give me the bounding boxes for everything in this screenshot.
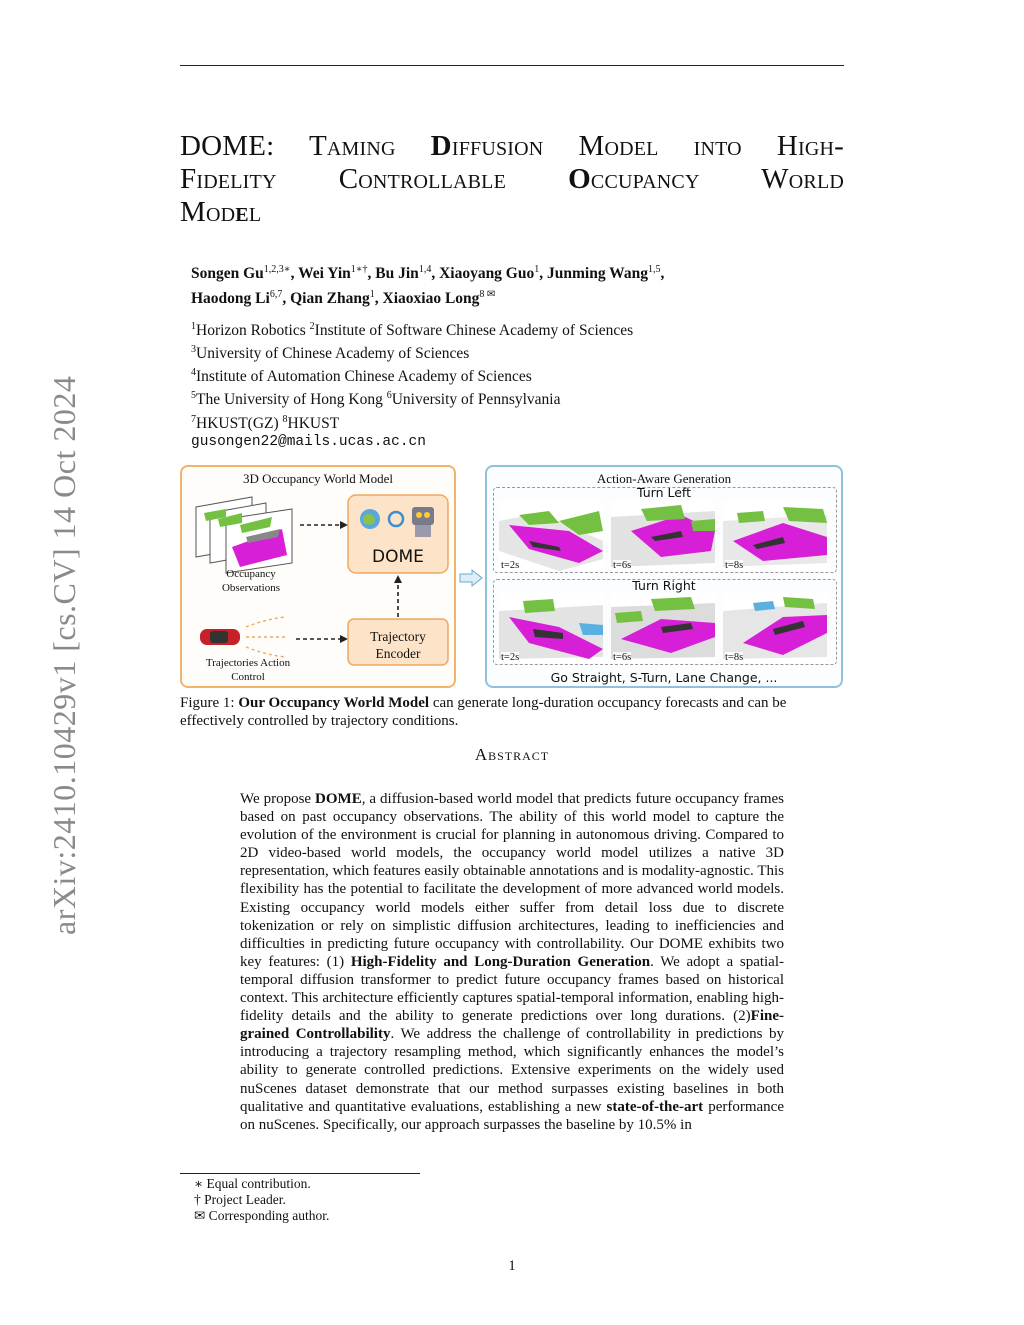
occupancy-observations-label: Occupancy Observations — [221, 568, 281, 594]
affiliation-line: $^7$HKUST(GZ) $^8$HKUST — [191, 413, 340, 432]
author-name: Songen Gu — [191, 265, 264, 283]
footnote-corresponding: ✉ Corresponding author. — [194, 1208, 330, 1223]
caption-bold: Our Occupancy World Model — [238, 695, 430, 711]
author-sup: 1,4 — [418, 264, 432, 275]
title-line-1: DOME: Taming Diffusion Model into High- — [180, 130, 845, 162]
abstract-body: We propose DOME, a diffusion-based world model that predicts future occupancy frames based on past occupancy observations. The ability of this world model to capture the evolution of the environment is crucial for planning in autonomous driving. Compared to 2D video-based world models, the occupancy world model utilizes a native 3D representation, which features easily obtainable annotations and is modality-agnostic. This flexibility has the potential to facilitate the development of more advanced world models. Existing occupancy world models either suffer from detail loss due to discrete tokenization or rely on simplistic diffusion architectures, leading to inefficiencies and difficulties in predicting future occupancy with controllability. Our DOME exhibits two key features: (1) High-Fidelity and Long-Duration Generation. We adopt a spatial-temporal diffusion transformer to predict future occupancy frames based on historical context. This architecture efficiently captures spatial-temporal information, enabling high-fidelity details and the ability to generate predictions over long durations. (2)Fine-grained Controllability. We address the challenge of controllability in predictions by introducing a trajectory resampling method, which significantly enhances the model’s ability to generate controlled predictions. Extensive experiments on the widely used nuScenes dataset demonstrate that our method surpasses existing baselines in both qualitative and quantitative evaluations, establishing a new state-of-the-art performance on nuScenes. Specifically, our approach surpasses the baseline by 10.5% in — [240, 791, 785, 1133]
trajectories-action-label: Trajectories Action Control — [205, 657, 291, 683]
occupancy-frame-tile — [723, 593, 827, 663]
time-label: t=8s — [725, 560, 744, 571]
time-label: t=2s — [501, 652, 520, 663]
occupancy-frame-tile — [499, 593, 603, 663]
affiliation-line: $^3$University of Chinese Academy of Sciences — [191, 344, 470, 363]
left-panel-title: 3D Occupancy World Model — [243, 471, 393, 486]
caption-prefix: Figure 1: — [180, 695, 239, 711]
time-label: t=6s — [613, 652, 632, 663]
occupancy-frame-tile — [611, 501, 715, 571]
author-name: , Xiaoyang Guo — [431, 265, 535, 283]
title-line-3: Model — [180, 196, 262, 228]
author-name: , Bu Jin — [367, 265, 419, 283]
author-line-2 — [191, 284, 831, 309]
author-sup: 8 ✉ — [479, 289, 496, 301]
top-rule — [180, 65, 844, 66]
author-list — [191, 259, 831, 309]
bottom-actions-label: Go Straight, S-Turn, Lane Change, ... — [550, 670, 778, 685]
right-panel-title: Action-Aware Generation — [596, 471, 732, 486]
author-sup: 6,7 — [269, 289, 283, 301]
arxiv-side-stamp: arXiv:2410.10429v1 [cs.CV] 14 Oct 2024 — [46, 375, 82, 935]
author-sep: , — [660, 265, 665, 283]
figure-right-panel — [485, 465, 843, 688]
occupancy-frame-tile — [499, 501, 603, 571]
footnotes — [194, 1176, 329, 1224]
turn-left-label: Turn Left — [637, 485, 691, 500]
trajectory-encoder-label: Trajectory Encoder — [370, 629, 426, 661]
author-sup: 1,5 — [647, 264, 661, 275]
figure-caption — [180, 694, 844, 730]
author-name: , Junming Wang — [539, 265, 648, 283]
time-label: t=2s — [501, 560, 520, 571]
affiliations — [191, 317, 831, 452]
author-sup: 1 — [534, 264, 540, 275]
turn-right-label: Turn Right — [632, 578, 696, 593]
affiliation-line: $^5$The University of Hong Kong $^6$University of Pennsylvania — [191, 390, 561, 409]
occupancy-frame-tile — [611, 593, 715, 663]
author-name: , Wei Yin — [290, 265, 351, 283]
footnote-equal: ∗ Equal contribution. — [194, 1176, 311, 1191]
author-sup: 1 — [369, 289, 375, 301]
figure-arrow — [458, 568, 484, 588]
title-line-2: Fidelity Controllable Occupancy World — [180, 163, 845, 195]
footnote-leader: † Project Leader. — [194, 1192, 286, 1207]
affiliation-line: $^4$Institute of Automation Chinese Academy of Sciences — [191, 367, 532, 386]
paper-title — [180, 130, 844, 229]
caption-text: can generate long-duration occupancy forecasts and can be effectively controlled by trajectory conditions. — [180, 695, 787, 729]
footnote-rule — [180, 1173, 420, 1174]
time-label: t=6s — [613, 560, 632, 571]
car-icon — [200, 629, 240, 645]
occupancy-frames — [196, 497, 292, 573]
author-line-1 — [191, 259, 831, 284]
email-link[interactable]: gusongen22@mails.ucas.ac.cn — [191, 433, 426, 450]
author-name: , Xiaoxiao Long — [374, 290, 480, 308]
dome-label: DOME — [372, 547, 424, 567]
affiliation-line: $^1$Horizon Robotics $^2$Institute of Software Chinese Academy of Sciences — [191, 321, 634, 340]
figure-left-panel — [180, 465, 456, 688]
author-sup: 1,2,3∗ — [263, 264, 291, 275]
abstract-heading: Abstract — [474, 745, 550, 764]
author-name: , Qian Zhang — [282, 290, 370, 308]
author-sup: 1∗† — [350, 264, 368, 275]
page-number: 1 — [508, 1258, 516, 1274]
author-name: Haodong Li — [191, 290, 270, 308]
occupancy-frame-tile — [723, 501, 827, 571]
time-label: t=8s — [725, 652, 744, 663]
